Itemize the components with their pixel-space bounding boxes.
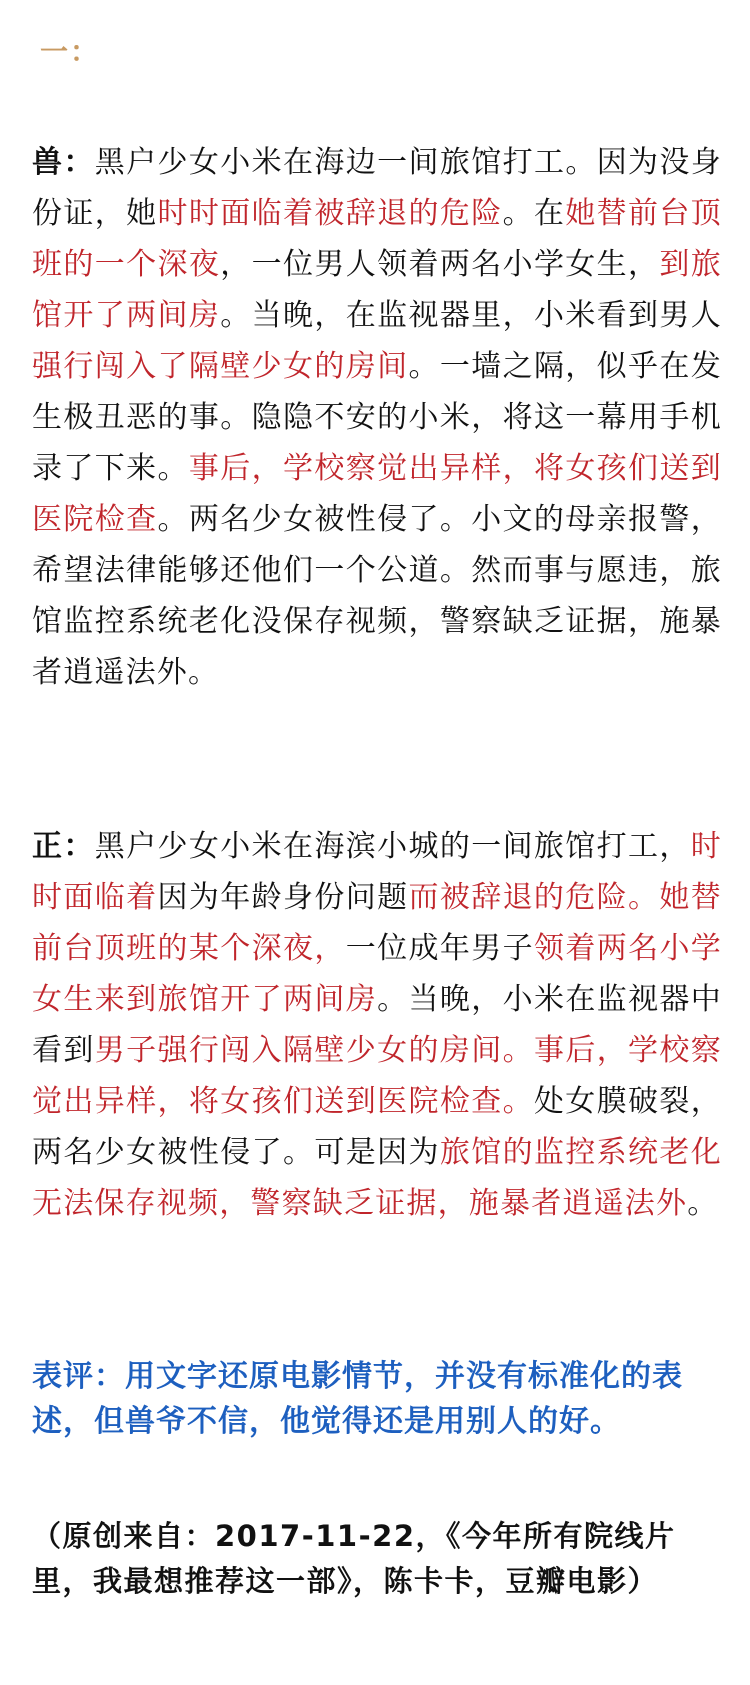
highlighted-text: 而被辞退的危险。她替前台顶班的某个深夜， bbox=[32, 880, 722, 966]
highlighted-text: 时时面临着被辞退的危险 bbox=[157, 196, 503, 231]
paragraph-label: 正： bbox=[32, 829, 95, 864]
body-text: 处女膜破裂，两名少女被性侵了。可是因为 bbox=[32, 1084, 722, 1170]
highlighted-text: 她替前台顶班的一个深夜 bbox=[32, 196, 722, 282]
highlighted-text: 领着两名小学女生来到旅馆开了两间房 bbox=[32, 931, 723, 1017]
highlighted-text: 旅馆的监控系统老化无法保存视频，警察缺乏证据，施暴者逍遥法外 bbox=[32, 1135, 722, 1221]
editor-comment: 表评：用文字还原电影情节，并没有标准化的表述，但兽爷不信，他觉得还是用别人的好。 bbox=[32, 1359, 683, 1439]
body-text: 因为年龄身份问题 bbox=[157, 880, 409, 915]
highlighted-text: 事后，学校察觉出异样，将女孩们送到医院检查 bbox=[32, 451, 722, 537]
paragraph-label: 兽： bbox=[32, 145, 95, 180]
paragraph-beast bbox=[32, 137, 722, 698]
body-text: ，一位男人领着两名小学女生， bbox=[220, 247, 660, 282]
body-text: 。当晚，小米在监视器中看到 bbox=[32, 982, 723, 1068]
body-text: 黑户少女小米在海滨小城的一间旅馆打工， bbox=[94, 829, 691, 864]
body-text: 。当晚，在监视器里，小米看到男人 bbox=[220, 298, 723, 333]
body-text: 。在 bbox=[502, 196, 566, 231]
paragraph-body bbox=[32, 145, 722, 690]
body-text: 黑户少女小米在海边一间旅馆打工。因为没身份证，她 bbox=[32, 145, 723, 231]
body-text: 一位成年男子 bbox=[345, 931, 534, 966]
highlighted-text: 男子强行闯入隔壁少女的房间。事后，学校察觉出异样，将女孩们送到医院检查。 bbox=[32, 1033, 723, 1119]
body-text: 。一墙之隔，似乎在发生极丑恶的事。隐隐不安的小米，将这一幕用手机录了下来。 bbox=[32, 349, 722, 486]
highlighted-text: 强行闯入了隔壁少女的房间 bbox=[32, 349, 409, 384]
highlighted-text: 时时面临着 bbox=[32, 829, 722, 915]
section-heading: 一： bbox=[40, 35, 101, 68]
source-citation: （原创来自：2017-11-22，《今年所有院线片里，我最想推荐这一部》，陈卡卡，豆瓣电影） bbox=[32, 1519, 676, 1598]
highlighted-text: 到旅馆开了两间房 bbox=[32, 247, 722, 333]
body-text: 。两名少女被性侵了。小文的母亲报警，希望法律能够还他们一个公道。然而事与愿违，旅馆监控系统老化没保存视频，警察缺乏证据，施暴者逍遥法外。 bbox=[32, 502, 722, 690]
paragraph-body bbox=[32, 829, 722, 1221]
body-text: 。 bbox=[687, 1186, 719, 1221]
paragraph-official bbox=[32, 821, 722, 1229]
